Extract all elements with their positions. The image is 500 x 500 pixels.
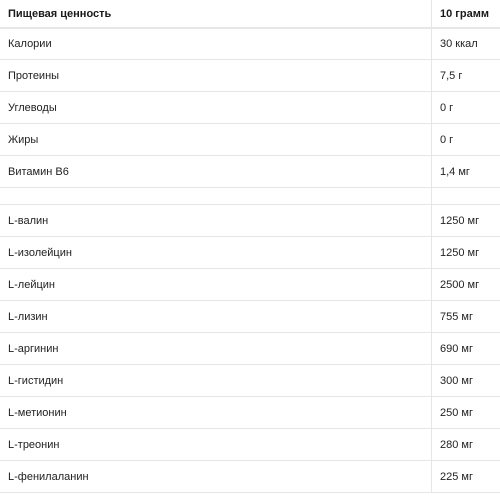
header-name-cell: Пищевая ценность bbox=[0, 0, 432, 27]
row-name: Витамин B6 bbox=[0, 156, 432, 187]
row-name: Углеводы bbox=[0, 92, 432, 123]
row-name: L-лейцин bbox=[0, 269, 432, 300]
row-value: 1250 мг bbox=[440, 214, 480, 227]
table-row bbox=[0, 333, 500, 365]
divider-value-cell bbox=[432, 188, 500, 204]
divider-name-cell bbox=[0, 188, 432, 204]
table-row bbox=[0, 237, 500, 269]
row-value: 1,4 мг bbox=[440, 165, 470, 178]
table-row bbox=[0, 429, 500, 461]
row-value: 755 мг bbox=[440, 310, 473, 323]
row-name: L-фенилаланин bbox=[0, 461, 432, 492]
section-divider-row bbox=[0, 188, 500, 205]
table-row bbox=[0, 397, 500, 429]
row-name: Протеины bbox=[0, 60, 432, 91]
row-name: L-гистидин bbox=[0, 365, 432, 396]
row-value: 280 мг bbox=[440, 438, 473, 451]
table-row bbox=[0, 301, 500, 333]
row-value: 7,5 г bbox=[440, 69, 463, 82]
table-row bbox=[0, 28, 500, 60]
row-name: L-лизин bbox=[0, 301, 432, 332]
row-value: 2500 мг bbox=[440, 278, 480, 291]
table-row bbox=[0, 205, 500, 237]
table-row bbox=[0, 156, 500, 188]
table-row bbox=[0, 365, 500, 397]
row-name: L-изолейцин bbox=[0, 237, 432, 268]
row-name: Жиры bbox=[0, 124, 432, 155]
table-row bbox=[0, 92, 500, 124]
row-name: L-треонин bbox=[0, 429, 432, 460]
table-row bbox=[0, 124, 500, 156]
row-value: 690 мг bbox=[440, 342, 473, 355]
table-header-row bbox=[0, 0, 500, 28]
row-value: 1250 мг bbox=[440, 246, 480, 259]
row-value: 30 ккал bbox=[440, 38, 478, 50]
row-value: 300 мг bbox=[440, 374, 473, 387]
row-value: 0 г bbox=[440, 133, 454, 146]
header-value-cell: 10 грамм bbox=[440, 7, 489, 20]
row-name: L-метионин bbox=[0, 397, 432, 428]
row-value: 250 мг bbox=[440, 406, 473, 419]
table-row bbox=[0, 60, 500, 92]
row-value: 0 г bbox=[440, 101, 454, 114]
row-name: L-аргинин bbox=[0, 333, 432, 364]
row-value: 225 мг bbox=[440, 470, 473, 483]
table-row bbox=[0, 269, 500, 301]
table-row bbox=[0, 461, 500, 493]
row-name: L-валин bbox=[0, 205, 432, 236]
row-name: Калории bbox=[0, 29, 432, 59]
